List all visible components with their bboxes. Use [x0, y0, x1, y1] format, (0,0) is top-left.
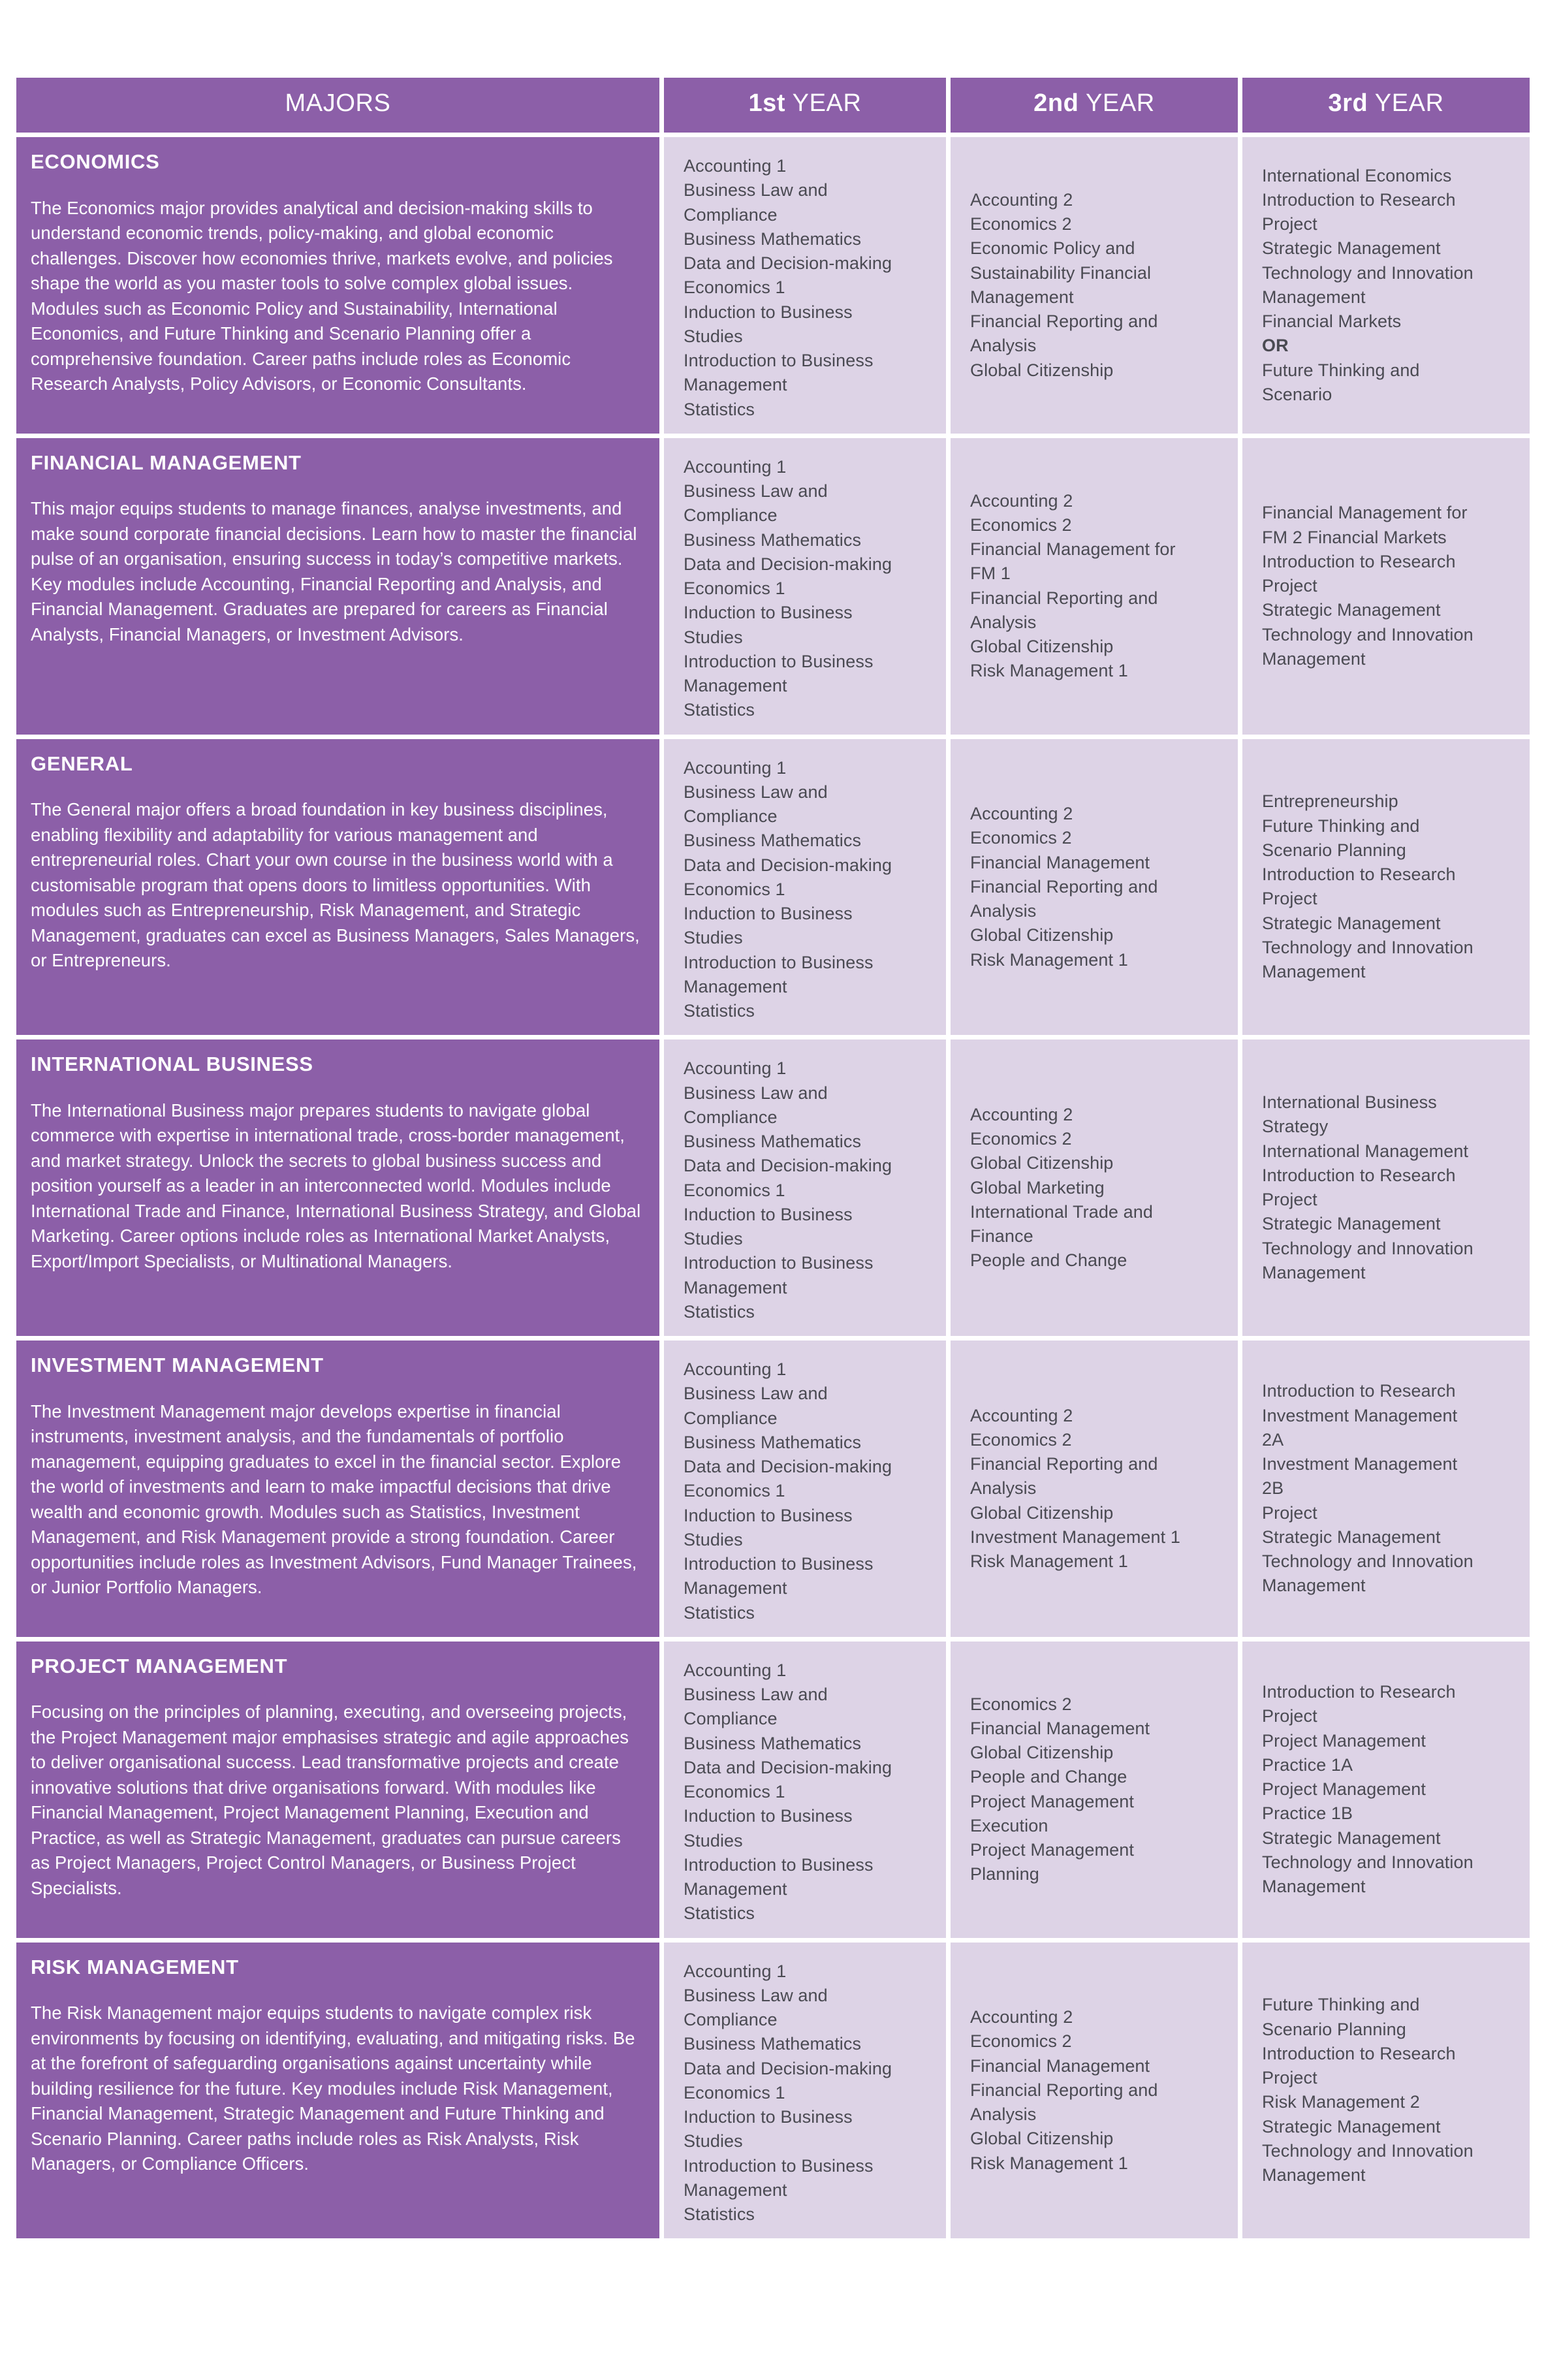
module-list: [1262, 1379, 1518, 1598]
module-item: Accounting 2: [970, 2007, 1073, 2027]
header-cell-year2: [951, 78, 1238, 133]
module-item: Strategic Management: [1262, 1214, 1441, 1234]
module-item: Introduction to Research: [1262, 551, 1456, 571]
module-list: [970, 188, 1226, 383]
module-item: Economics 2: [970, 515, 1072, 535]
module-item: Scenario Planning: [1262, 840, 1406, 860]
module-item: Data and Decision-making: [684, 855, 892, 875]
module-item: Risk Management 1: [970, 661, 1128, 681]
module-item: Technology and Innovation: [1262, 2140, 1473, 2161]
module-item: Induction to Business: [684, 1806, 853, 1826]
module-item: Statistics: [684, 1602, 755, 1623]
module-list: [1262, 1680, 1518, 1899]
year2-modules-cell: [951, 1642, 1238, 1938]
major-title: ECONOMICS: [31, 150, 160, 173]
module-item: Strategic Management: [1262, 913, 1441, 933]
module-list: [684, 455, 934, 723]
major-title: INTERNATIONAL BUSINESS: [31, 1053, 313, 1076]
module-item: Technology and Innovation: [1262, 624, 1473, 644]
module-list: [970, 802, 1226, 972]
module-item: Strategy: [1262, 1117, 1329, 1137]
module-item: Finance: [970, 1226, 1033, 1246]
module-item: Compliance: [684, 2010, 778, 2029]
module-list: [970, 1103, 1226, 1273]
module-list: [684, 1357, 934, 1625]
module-item: Data and Decision-making: [684, 1757, 892, 1777]
module-item: Practice 1B: [1262, 1803, 1353, 1824]
module-item: Entrepreneurship: [1262, 791, 1398, 812]
header-cell-year3: [1242, 78, 1530, 133]
major-description: The Economics major provides analytical and decision-making skills to understand economic trends, policy-making, and global economic challenges. Discover how economies thrive, markets evolve, and policies shape the world as you master tools to solve complex global issues. Modules such as Economic Policy and Sustainability, International Economics, and Future Thinking and Scenario Planning offer a comprehensive foundation. Career paths include roles as Economic Research Analysts, Policy Advisors, or Economic Consultants.: [31, 197, 613, 394]
year3-modules-cell: [1242, 1341, 1530, 1637]
year1-modules-cell: [664, 1642, 946, 1938]
header-ordinal-year3: 3rd: [1328, 89, 1368, 118]
module-item: Accounting 1: [684, 156, 787, 176]
module-item: Induction to Business: [684, 1204, 853, 1224]
module-item: OR: [1262, 336, 1289, 356]
module-item: Financial Reporting and: [970, 2080, 1158, 2100]
module-item: Data and Decision-making: [684, 2058, 892, 2078]
table-header: [16, 78, 1530, 133]
module-item: Introduction to Business: [684, 1854, 874, 1875]
module-list: [1262, 501, 1518, 671]
module-item: Business Law and: [684, 1685, 828, 1704]
module-item: Financial Markets: [1262, 311, 1402, 332]
module-item: Economics 1: [684, 879, 785, 899]
module-item: People and Change: [970, 1250, 1127, 1271]
module-item: Business Mathematics: [684, 530, 862, 550]
module-item: Global Citizenship: [970, 637, 1114, 657]
module-item: Management: [684, 976, 787, 996]
module-item: Business Mathematics: [684, 229, 862, 249]
module-item: Business Law and: [684, 481, 828, 501]
module-item: Technology and Innovation: [1262, 1551, 1473, 1571]
module-item: Compliance: [684, 806, 778, 826]
major-title: INVESTMENT MANAGEMENT: [31, 1354, 324, 1376]
module-item: Business Mathematics: [684, 1432, 862, 1452]
majors-curriculum-table: [12, 73, 1534, 2243]
module-item: Introduction to Research: [1262, 2043, 1456, 2063]
year2-modules-cell: [951, 1341, 1238, 1637]
module-item: Accounting 2: [970, 1405, 1073, 1425]
header-ordinal-year1: 1st: [748, 89, 786, 118]
module-item: Technology and Innovation: [1262, 1852, 1473, 1872]
module-item: Management: [1262, 1877, 1366, 1896]
module-item: Strategic Management: [1262, 2116, 1441, 2136]
module-item: Sustainability Financial: [970, 262, 1152, 283]
major-description: The International Business major prepares students to navigate global commerce with expertise in international trade, cross-border management, and market strategy. Unlock the secrets to global business success and position yourself as a leader in an interconnected world. Modules include International Trade and Finance, International Business Strategy, and Global Marketing. Career options include roles as International Market Analysts, Export/Import Specialists, or Multinational Managers.: [31, 1100, 641, 1271]
module-item: Business Mathematics: [684, 1132, 862, 1151]
module-item: Compliance: [684, 505, 778, 526]
module-item: Global Citizenship: [970, 2129, 1114, 2149]
module-item: Economic Policy and: [970, 238, 1135, 259]
module-item: Risk Management 1: [970, 2153, 1128, 2173]
module-item: Management: [684, 1277, 787, 1297]
module-item: Global Citizenship: [970, 925, 1114, 945]
module-list: [684, 756, 934, 1024]
module-item: 2B: [1262, 1478, 1284, 1499]
header-label-year3: [1257, 90, 1515, 118]
module-item: Analysis: [970, 901, 1037, 921]
major-cell: [16, 1341, 659, 1637]
module-item: Project: [1262, 1706, 1317, 1726]
year2-modules-cell: [951, 137, 1238, 434]
module-item: Technology and Innovation: [1262, 262, 1473, 283]
module-item: Economics 2: [970, 828, 1072, 848]
module-item: Project: [1262, 576, 1317, 595]
header-ordinal-year2: 2nd: [1033, 89, 1079, 118]
module-item: Induction to Business: [684, 1505, 853, 1525]
module-item: Economics 2: [970, 1429, 1072, 1450]
year2-modules-cell: [951, 438, 1238, 735]
module-item: Introduction to Business: [684, 952, 874, 972]
header-label-year1: [678, 90, 932, 118]
module-item: Scenario: [1262, 384, 1332, 404]
module-item: Risk Management 1: [970, 1551, 1128, 1571]
module-item: Practice 1A: [1262, 1754, 1353, 1775]
year1-modules-cell: [664, 1341, 946, 1637]
table-row: [16, 1341, 1530, 1637]
module-item: Statistics: [684, 2204, 755, 2224]
major-title: RISK MANAGEMENT: [31, 1955, 239, 1978]
module-item: Global Citizenship: [970, 1502, 1114, 1523]
module-item: Data and Decision-making: [684, 253, 892, 273]
module-item: Analysis: [970, 1478, 1037, 1499]
module-item: Project: [1262, 1502, 1317, 1523]
module-item: Financial Management for: [1262, 503, 1468, 523]
module-item: Accounting 1: [684, 1359, 787, 1379]
module-list: [1262, 1090, 1518, 1285]
module-item: Statistics: [684, 700, 755, 720]
module-item: Management: [970, 287, 1074, 307]
major-cell: [16, 438, 659, 735]
module-item: Compliance: [684, 1107, 778, 1127]
module-list: [970, 489, 1226, 684]
header-label-majors: MAJORS: [285, 89, 391, 118]
module-item: Studies: [684, 2131, 743, 2151]
module-item: Analysis: [970, 612, 1037, 632]
module-item: Future Thinking and: [1262, 360, 1420, 380]
module-item: Accounting 2: [970, 1104, 1073, 1124]
module-list: [1262, 789, 1518, 984]
module-item: FM 1: [970, 563, 1011, 584]
major-cell: [16, 1943, 659, 2239]
table-row: [16, 1943, 1530, 2239]
module-item: 2A: [1262, 1429, 1284, 1450]
year3-modules-cell: [1242, 137, 1530, 434]
module-item: Project: [1262, 1190, 1317, 1210]
major-title: GENERAL: [31, 752, 133, 775]
module-item: Statistics: [684, 1301, 755, 1322]
module-item: Studies: [684, 326, 743, 346]
module-item: Global Citizenship: [970, 1743, 1114, 1763]
year3-modules-cell: [1242, 1943, 1530, 2239]
year3-modules-cell: [1242, 438, 1530, 735]
module-item: International Business: [1262, 1092, 1437, 1113]
module-item: Accounting 1: [684, 1058, 787, 1079]
major-cell: [16, 1642, 659, 1938]
module-item: Global Marketing: [970, 1177, 1105, 1198]
module-item: Induction to Business: [684, 302, 853, 322]
header-row: [16, 78, 1530, 133]
module-item: Management: [1262, 962, 1366, 982]
module-item: Financial Reporting and: [970, 311, 1158, 332]
module-item: Project Management: [970, 1840, 1134, 1860]
table-row: [16, 137, 1530, 434]
module-item: Accounting 1: [684, 1660, 787, 1680]
module-item: Financial Reporting and: [970, 1454, 1158, 1474]
header-word-year3: YEAR: [1374, 89, 1444, 118]
module-item: Financial Management: [970, 1718, 1150, 1738]
module-item: Strategic Management: [1262, 238, 1441, 259]
module-item: Financial Management: [970, 852, 1150, 872]
header-word-year2: YEAR: [1085, 89, 1155, 118]
module-item: Statistics: [684, 1001, 755, 1021]
module-item: International Economics: [1262, 165, 1452, 185]
module-item: Scenario Planning: [1262, 2019, 1406, 2039]
module-item: Introduction to Business: [684, 351, 874, 370]
module-item: Management: [1262, 648, 1366, 669]
major-cell: [16, 739, 659, 1036]
module-item: Management: [1262, 287, 1366, 307]
module-item: Investment Management 1: [970, 1527, 1180, 1547]
major-description: This major equips students to manage finances, analyse investments, and make sound corporate financial decisions. Learn how to master the financial pulse of an organisation, ensuring success in today’s competitive markets. Key modules include Accounting, Financial Reporting and Analysis, and Financial Management. Graduates are prepared for careers as Financial Analysts, Financial Managers, or Investment Advisors.: [31, 498, 637, 644]
major-title: PROJECT MANAGEMENT: [31, 1654, 288, 1677]
module-item: Management: [1262, 1576, 1366, 1596]
module-item: Strategic Management: [1262, 600, 1441, 620]
table-row: [16, 739, 1530, 1036]
major-cell: [16, 137, 659, 434]
module-item: Studies: [684, 1529, 743, 1549]
module-item: Management: [684, 2180, 787, 2200]
year1-modules-cell: [664, 1943, 946, 2239]
module-item: Project: [1262, 214, 1317, 234]
module-item: People and Change: [970, 1767, 1127, 1787]
module-item: Accounting 2: [970, 804, 1073, 823]
module-item: Project: [1262, 2068, 1317, 2088]
module-item: Accounting 1: [684, 1961, 787, 1981]
module-item: Risk Management 2: [1262, 2092, 1420, 2112]
module-list: [970, 1692, 1226, 1887]
module-item: Financial Management: [970, 2055, 1150, 2076]
year1-modules-cell: [664, 1039, 946, 1336]
module-item: Compliance: [684, 1408, 778, 1428]
year2-modules-cell: [951, 1943, 1238, 2239]
module-item: Management: [684, 1879, 787, 1899]
module-item: Introduction to Research: [1262, 189, 1456, 210]
module-item: Statistics: [684, 399, 755, 419]
header-label-year2: [965, 90, 1223, 118]
module-item: Business Law and: [684, 1384, 828, 1404]
year3-modules-cell: [1242, 739, 1530, 1036]
module-item: Introduction to Business: [684, 1554, 874, 1574]
year2-modules-cell: [951, 739, 1238, 1036]
major-description: The Investment Management major develops expertise in financial instruments, investment analysis, and the fundamentals of portfolio management, equipping graduates to excel in the financial sector. Explore the world of investments and learn to make impactful decisions that drive wealth and economic growth. Modules such as Statistics, Investment Management, and Risk Management provide a strong foundation. Career opportunities include roles as Investment Advisors, Fund Manager Trainees, or Junior Portfolio Managers.: [31, 1401, 637, 1598]
major-description: The General major offers a broad foundation in key business disciplines, enabling flexibility and adaptability for various management and entrepreneurial roles. Chart your own course in the business world with a customisable program that opens doors to limitless opportunities. With modules such as Entrepreneurship, Risk Management, and Strategic Management, graduates can excel as Business Managers, Sales Managers, or Entrepreneurs.: [31, 799, 640, 971]
module-item: International Trade and: [970, 1201, 1153, 1222]
module-item: Compliance: [684, 1709, 778, 1729]
module-item: Analysis: [970, 336, 1037, 356]
module-item: Business Mathematics: [684, 831, 862, 851]
module-item: Introduction to Business: [684, 651, 874, 671]
module-item: Data and Decision-making: [684, 1457, 892, 1476]
module-item: Economics 2: [970, 2031, 1072, 2052]
module-item: Future Thinking and: [1262, 816, 1420, 836]
module-item: Economics 2: [970, 1694, 1072, 1714]
module-list: [684, 1960, 934, 2227]
module-list: [1262, 1993, 1518, 2187]
year1-modules-cell: [664, 438, 946, 735]
year3-modules-cell: [1242, 1039, 1530, 1336]
header-cell-majors: [16, 78, 659, 133]
module-item: Introduction to Research: [1262, 1682, 1456, 1702]
module-item: Induction to Business: [684, 603, 853, 623]
module-item: Economics 1: [684, 278, 785, 298]
module-item: Project: [1262, 889, 1317, 909]
module-item: Studies: [684, 928, 743, 948]
module-item: Introduction to Research: [1262, 865, 1456, 885]
major-cell: [16, 1039, 659, 1336]
module-item: Global Citizenship: [970, 1153, 1114, 1173]
table-row: [16, 1642, 1530, 1938]
year2-modules-cell: [951, 1039, 1238, 1336]
year1-modules-cell: [664, 137, 946, 434]
module-item: Economics 1: [684, 1782, 785, 1801]
module-list: [684, 154, 934, 422]
module-item: Data and Decision-making: [684, 1156, 892, 1176]
major-description: The Risk Management major equips students to navigate complex risk environments by focusing on identifying, evaluating, and mitigating risks. Be at the forefront of safeguarding organisations against uncertainty while building resilience for the future. Key modules include Risk Management, Financial Management, Strategic Management and Future Thinking and Scenario Planning. Career paths include roles as Risk Analysts, Risk Managers, or Compliance Officers.: [31, 2003, 635, 2174]
header-word-year1: YEAR: [792, 89, 862, 118]
module-item: Economics 1: [684, 1481, 785, 1501]
module-item: Management: [684, 375, 787, 395]
module-item: Financial Management for: [970, 539, 1176, 560]
table-row: [16, 1039, 1530, 1336]
module-list: [684, 1658, 934, 1926]
module-list: [1262, 164, 1518, 407]
module-item: Business Law and: [684, 1083, 828, 1103]
module-item: Strategic Management: [1262, 1527, 1441, 1547]
module-item: Management: [1262, 1262, 1366, 1282]
year1-modules-cell: [664, 739, 946, 1036]
module-item: Project Management: [970, 1791, 1134, 1811]
module-item: Introduction to Research: [1262, 1381, 1456, 1401]
module-item: Induction to Business: [684, 904, 853, 923]
module-item: Accounting 1: [684, 456, 787, 477]
module-item: Studies: [684, 1830, 743, 1850]
module-item: Future Thinking and: [1262, 1995, 1420, 2015]
module-list: [684, 1056, 934, 1324]
module-item: Accounting 2: [970, 189, 1073, 210]
module-item: Statistics: [684, 1903, 755, 1924]
module-item: Business Law and: [684, 782, 828, 802]
module-item: Project Management: [1262, 1779, 1426, 1799]
module-item: Investment Management: [1262, 1454, 1458, 1474]
module-item: Accounting 2: [970, 490, 1073, 511]
module-item: Economics 2: [970, 1129, 1072, 1149]
module-item: Introduction to Business: [684, 1253, 874, 1273]
module-item: Introduction to Business: [684, 2155, 874, 2176]
module-item: Execution: [970, 1815, 1048, 1835]
module-item: Financial Reporting and: [970, 588, 1158, 608]
module-item: Compliance: [684, 204, 778, 225]
module-item: Accounting 1: [684, 757, 787, 778]
module-item: Induction to Business: [684, 2107, 853, 2127]
module-item: Business Mathematics: [684, 2034, 862, 2054]
module-item: Management: [684, 1578, 787, 1598]
module-item: Studies: [684, 1229, 743, 1248]
module-item: Data and Decision-making: [684, 554, 892, 574]
module-item: Management: [684, 676, 787, 695]
module-item: Management: [1262, 2165, 1366, 2185]
module-item: Business Law and: [684, 1985, 828, 2005]
module-item: International Management: [1262, 1141, 1469, 1161]
module-item: Studies: [684, 627, 743, 647]
module-item: Economics 2: [970, 214, 1072, 234]
module-item: Economics 1: [684, 2082, 785, 2102]
module-item: Project Management: [1262, 1730, 1426, 1751]
table-body: [16, 137, 1530, 2238]
module-list: [970, 1404, 1226, 1574]
module-item: Planning: [970, 1864, 1039, 1884]
module-item: Strategic Management: [1262, 1828, 1441, 1848]
module-item: Financial Reporting and: [970, 876, 1158, 896]
header-cell-year1: [664, 78, 946, 133]
table-row: [16, 438, 1530, 735]
module-item: Economics 1: [684, 579, 785, 598]
module-item: Business Law and: [684, 180, 828, 200]
year3-modules-cell: [1242, 1642, 1530, 1938]
module-item: Global Citizenship: [970, 360, 1114, 380]
module-item: Technology and Innovation: [1262, 1238, 1473, 1258]
module-item: Introduction to Research: [1262, 1165, 1456, 1185]
module-item: Investment Management: [1262, 1405, 1458, 1425]
major-title: FINANCIAL MANAGEMENT: [31, 451, 302, 474]
module-list: [970, 2005, 1226, 2176]
module-item: FM 2 Financial Markets: [1262, 527, 1447, 547]
major-description: Focusing on the principles of planning, executing, and overseeing projects, the Project Management major emphasises strategic and agile approaches to deliver organisational success. Lead transformative projects and create innovative solutions that drive organisations forward. With modules like Financial Management, Project Management Planning, Execution and Practice, as well as Strategic Management, graduates can pursue careers as Project Managers, Project Control Managers, or Business Project Specialists.: [31, 1702, 629, 1898]
module-item: Technology and Innovation: [1262, 937, 1473, 957]
module-item: Analysis: [970, 2104, 1037, 2124]
module-item: Economics 1: [684, 1180, 785, 1200]
module-item: Risk Management 1: [970, 949, 1128, 970]
module-item: Business Mathematics: [684, 1733, 862, 1753]
